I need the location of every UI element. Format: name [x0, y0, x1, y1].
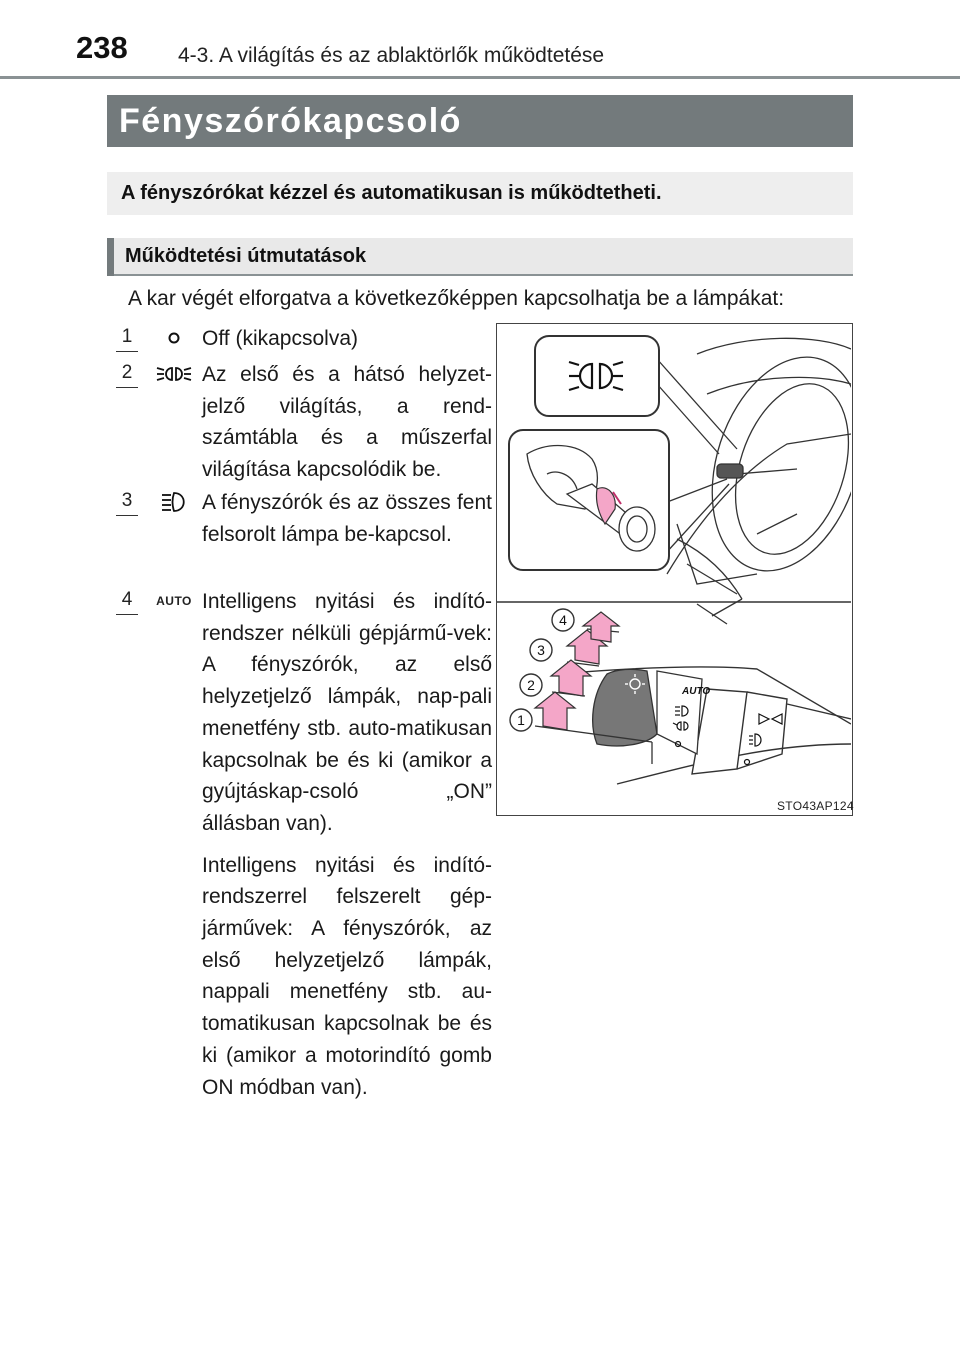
item-number: 3	[116, 489, 138, 516]
off-circle-icon	[150, 325, 198, 351]
callout-4: 4	[559, 612, 567, 628]
item-number: 2	[116, 361, 138, 388]
item-number: 1	[116, 325, 138, 352]
item-text-continued: Intelligens nyitási és indító-rendszerrel felszerelt gép-járművek: A fényszórók, az első helyzetjelző lámpák, nappali menetfény stb. au-tomatikusan kapcsolnak be és ki (amikor a motorindító gomb ON módban van).	[202, 853, 492, 1099]
intro-text: A kar végét elforgatva a következőképpen kapcsolhatja be a lámpákat:	[128, 287, 785, 310]
item-text: Az első és a hátsó helyzet-jelző világítás, a rend-számtábla és a műszerfal világítása kapcsolódik be.	[202, 363, 492, 482]
item-text: Off (kikapcsolva)	[202, 327, 358, 350]
list-item	[112, 487, 492, 550]
headlight-icon	[150, 489, 198, 515]
auto-label-icon: AUTO	[156, 594, 192, 608]
figure-code: STO43AP124	[777, 799, 854, 813]
item-number: 4	[116, 588, 138, 615]
callout-1: 1	[517, 712, 525, 728]
item-text: A fényszórók és az összes fent felsorolt lámpa be-kapcsol.	[202, 491, 492, 546]
page-number: 238	[76, 30, 128, 65]
list-item	[112, 323, 492, 355]
list-item	[112, 359, 492, 486]
figure-auto-label: AUTO	[682, 686, 711, 697]
callout-3: 3	[537, 642, 545, 658]
parking-light-icon	[150, 361, 198, 387]
item-text: Intelligens nyitási és indító-rendszer nélküli gépjármű-vek: A fényszórók, az első helyzetjelző lámpák, nap-pali menetfény stb. auto-matikusan kapcsolnak be és ki (amikor a gyújtáskap-csoló „ON” állásban van).	[202, 590, 492, 835]
list-item	[112, 586, 492, 1103]
header-rule	[0, 76, 960, 79]
headlight-switch-figure	[496, 323, 853, 816]
page-title: Fényszórókapcsoló	[107, 95, 853, 147]
running-header: 4-3. A világítás és az ablaktörlők működtetése	[178, 44, 605, 67]
summary-box: A fényszórókat kézzel és automatikusan is működtetheti.	[107, 172, 853, 215]
callout-2: 2	[527, 677, 535, 693]
section-heading: Működtetési útmutatások	[107, 238, 853, 276]
